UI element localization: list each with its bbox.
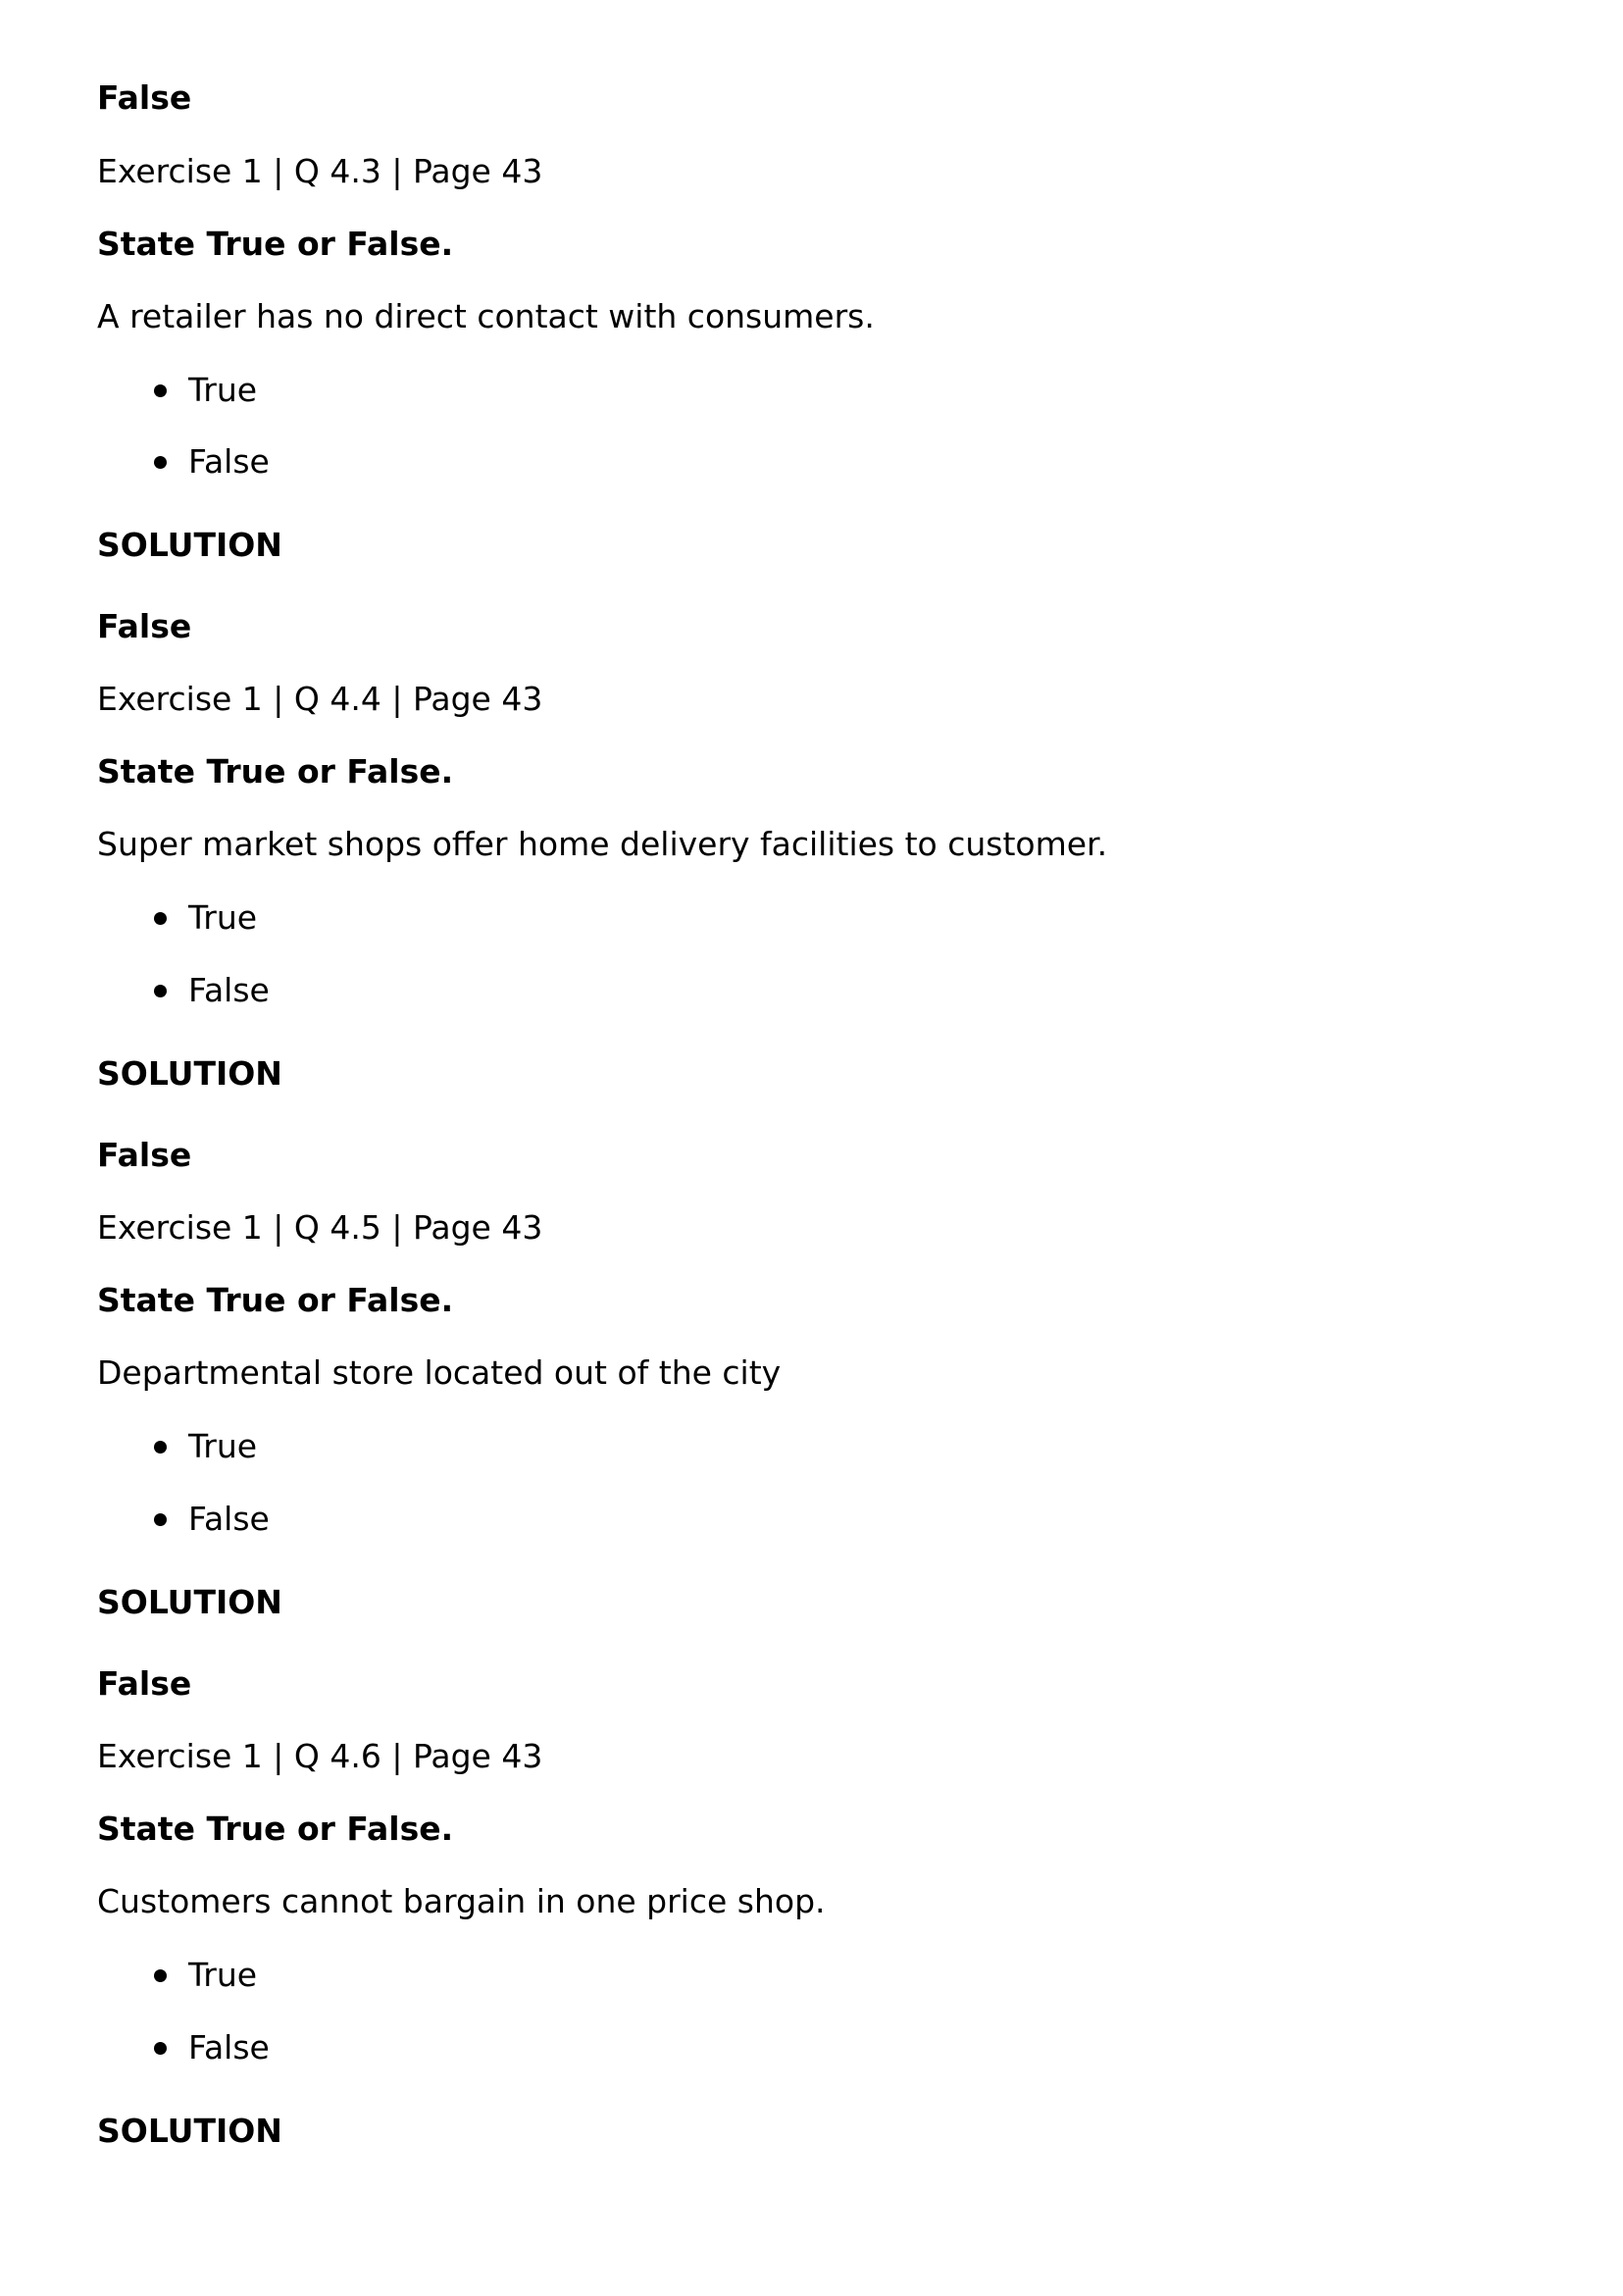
question-reference: Exercise 1 | Q 4.5 | Page 43 [97,1208,543,1247]
bullet-icon [154,1441,167,1454]
question-instruction: State True or False. [97,1281,454,1319]
option-label: True [188,371,258,409]
question-instruction: State True or False. [97,225,454,263]
answer-text: False [97,1136,192,1174]
option-label: True [188,898,258,937]
answer-text: False [97,1664,192,1703]
bullet-icon [154,1969,167,1982]
question-statement: A retailer has no direct contact with consumers. [97,297,875,335]
question-statement: Customers cannot bargain in one price shop. [97,1882,826,1920]
question-reference: Exercise 1 | Q 4.3 | Page 43 [97,152,543,190]
bullet-icon [154,985,167,997]
answer-text: False [97,607,192,645]
option-label: True [188,1427,258,1465]
question-statement: Departmental store located out of the city [97,1353,782,1392]
question-instruction: State True or False. [97,752,454,791]
answer-text: False [97,78,192,117]
question-reference: Exercise 1 | Q 4.4 | Page 43 [97,680,543,718]
bullet-icon [154,456,167,469]
question-reference: Exercise 1 | Q 4.6 | Page 43 [97,1737,543,1775]
bullet-icon [154,2042,167,2055]
option-label: False [188,442,270,481]
solution-heading: SOLUTION [97,1054,282,1093]
question-statement: Super market shops offer home delivery facilities to customer. [97,825,1108,863]
option-label: False [188,1500,270,1538]
bullet-icon [154,384,167,397]
option-label: True [188,1956,258,1994]
solution-heading: SOLUTION [97,2112,282,2150]
bullet-icon [154,1513,167,1526]
option-label: False [188,971,270,1009]
bullet-icon [154,912,167,925]
question-instruction: State True or False. [97,1810,454,1848]
option-label: False [188,2028,270,2066]
solution-heading: SOLUTION [97,1583,282,1621]
solution-heading: SOLUTION [97,526,282,564]
